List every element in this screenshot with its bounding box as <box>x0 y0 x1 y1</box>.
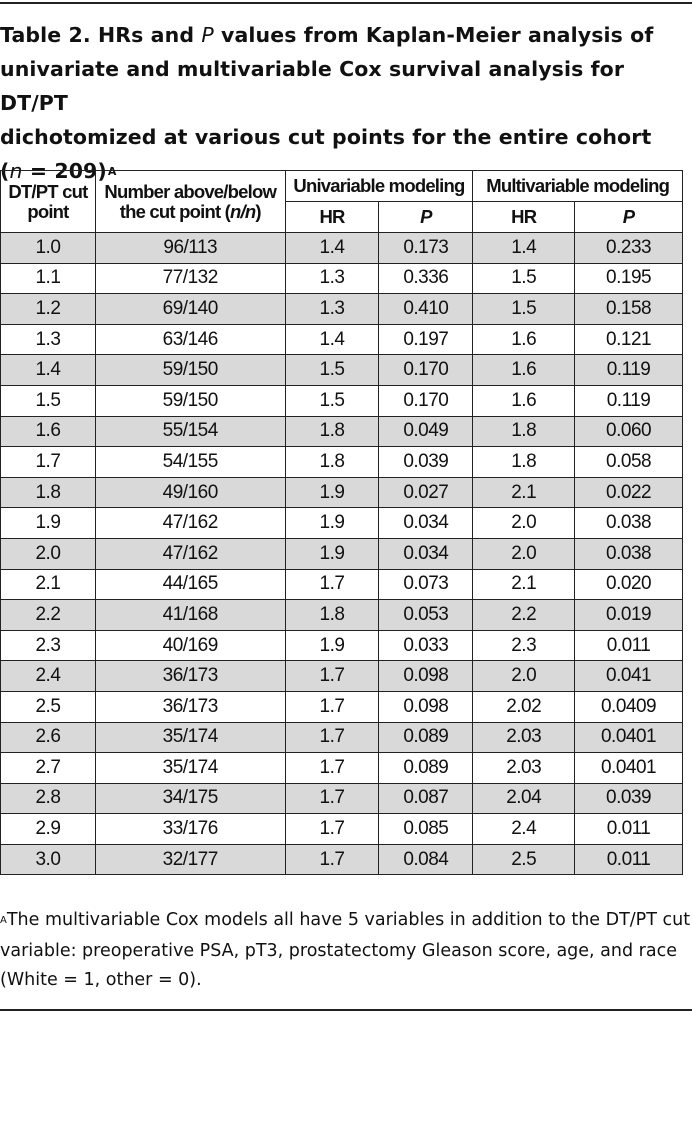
cut-point-cell: 1.3 <box>1 324 96 355</box>
number-cell: 49/160 <box>95 477 285 508</box>
univariable-hr-cell: 1.5 <box>285 355 379 386</box>
table-row <box>1 661 683 692</box>
table-row <box>1 691 683 722</box>
univariable-hr-cell: 1.8 <box>285 447 379 478</box>
multivariable-hr-cell: 1.5 <box>473 294 575 325</box>
table-row <box>1 600 683 631</box>
title-line-4: (n = 209)$^A$ <box>0 159 117 183</box>
univariable-p-cell: 0.033 <box>379 630 473 661</box>
multivariable-p-cell: 0.0409 <box>575 691 683 722</box>
number-cell: 35/174 <box>95 722 285 753</box>
number-cell: 33/176 <box>95 814 285 845</box>
univariable-p-cell: 0.053 <box>379 600 473 631</box>
cut-point-cell: 1.9 <box>1 508 96 539</box>
number-cell: 36/173 <box>95 691 285 722</box>
univariable-hr-cell: 1.7 <box>285 569 379 600</box>
table-row <box>1 385 683 416</box>
multivariable-p-cell: 0.039 <box>575 783 683 814</box>
number-cell: 34/175 <box>95 783 285 814</box>
title-line-3: dichotomized at various cut points for the entire cohort <box>0 125 652 149</box>
table-title <box>0 18 690 192</box>
multivariable-p-cell: 0.0401 <box>575 722 683 753</box>
number-cell: 40/169 <box>95 630 285 661</box>
multivariable-hr-cell: 1.5 <box>473 263 575 294</box>
cut-point-cell: 2.0 <box>1 538 96 569</box>
number-cell: 77/132 <box>95 263 285 294</box>
header-univariable: Univariable modeling <box>285 171 473 202</box>
number-cell: 36/173 <box>95 661 285 692</box>
multivariable-p-cell: 0.0401 <box>575 753 683 784</box>
multivariable-hr-cell: 2.0 <box>473 538 575 569</box>
number-cell: 44/165 <box>95 569 285 600</box>
univariable-hr-cell: 1.4 <box>285 324 379 355</box>
multivariable-p-cell: 0.195 <box>575 263 683 294</box>
multivariable-p-cell: 0.011 <box>575 814 683 845</box>
univariable-hr-cell: 1.9 <box>285 508 379 539</box>
univariable-p-cell: 0.173 <box>379 233 473 264</box>
multivariable-hr-cell: 2.4 <box>473 814 575 845</box>
multivariable-hr-cell: 2.03 <box>473 753 575 784</box>
univariable-p-cell: 0.049 <box>379 416 473 447</box>
number-cell: 41/168 <box>95 600 285 631</box>
multivariable-hr-cell: 2.03 <box>473 722 575 753</box>
cut-point-cell: 2.4 <box>1 661 96 692</box>
cut-point-cell: 1.5 <box>1 385 96 416</box>
table-row <box>1 477 683 508</box>
cut-point-cell: 2.3 <box>1 630 96 661</box>
header-number: Number above/below the cut point (n/n) <box>95 171 285 233</box>
multivariable-hr-cell: 2.1 <box>473 477 575 508</box>
cut-point-cell: 1.4 <box>1 355 96 386</box>
top-rule <box>0 2 692 4</box>
multivariable-hr-cell: 2.0 <box>473 508 575 539</box>
multivariable-p-cell: 0.119 <box>575 385 683 416</box>
multivariable-p-cell: 0.041 <box>575 661 683 692</box>
table-row <box>1 783 683 814</box>
number-cell: 35/174 <box>95 753 285 784</box>
header-univariable-p: P <box>379 202 473 233</box>
multivariable-p-cell: 0.058 <box>575 447 683 478</box>
table-row <box>1 538 683 569</box>
bottom-rule <box>0 1009 692 1011</box>
cut-point-cell: 3.0 <box>1 844 96 875</box>
multivariable-p-cell: 0.011 <box>575 844 683 875</box>
multivariable-hr-cell: 2.2 <box>473 600 575 631</box>
univariable-p-cell: 0.027 <box>379 477 473 508</box>
multivariable-p-cell: 0.158 <box>575 294 683 325</box>
univariable-hr-cell: 1.7 <box>285 753 379 784</box>
univariable-p-cell: 0.089 <box>379 753 473 784</box>
univariable-hr-cell: 1.8 <box>285 416 379 447</box>
multivariable-hr-cell: 1.8 <box>473 447 575 478</box>
cut-point-cell: 1.7 <box>1 447 96 478</box>
univariable-p-cell: 0.034 <box>379 538 473 569</box>
cut-point-cell: 2.7 <box>1 753 96 784</box>
table-row <box>1 630 683 661</box>
table-row <box>1 233 683 264</box>
cut-point-cell: 2.2 <box>1 600 96 631</box>
table-body <box>1 233 683 875</box>
multivariable-hr-cell: 1.6 <box>473 385 575 416</box>
cut-point-cell: 2.1 <box>1 569 96 600</box>
table-row <box>1 263 683 294</box>
number-cell: 54/155 <box>95 447 285 478</box>
univariable-p-cell: 0.098 <box>379 661 473 692</box>
number-cell: 55/154 <box>95 416 285 447</box>
results-table <box>0 170 683 875</box>
univariable-hr-cell: 1.4 <box>285 233 379 264</box>
header-multivariable-hr: HR <box>473 202 575 233</box>
univariable-p-cell: 0.039 <box>379 447 473 478</box>
multivariable-p-cell: 0.020 <box>575 569 683 600</box>
multivariable-p-cell: 0.233 <box>575 233 683 264</box>
univariable-hr-cell: 1.9 <box>285 630 379 661</box>
univariable-p-cell: 0.085 <box>379 814 473 845</box>
univariable-p-cell: 0.098 <box>379 691 473 722</box>
table-row <box>1 416 683 447</box>
multivariable-p-cell: 0.121 <box>575 324 683 355</box>
cut-point-cell: 1.6 <box>1 416 96 447</box>
cut-point-cell: 2.9 <box>1 814 96 845</box>
univariable-hr-cell: 1.9 <box>285 538 379 569</box>
cut-point-cell: 2.5 <box>1 691 96 722</box>
multivariable-hr-cell: 1.4 <box>473 233 575 264</box>
number-cell: 47/162 <box>95 538 285 569</box>
cut-point-cell: 2.8 <box>1 783 96 814</box>
multivariable-hr-cell: 2.02 <box>473 691 575 722</box>
multivariable-p-cell: 0.119 <box>575 355 683 386</box>
univariable-p-cell: 0.170 <box>379 385 473 416</box>
multivariable-p-cell: 0.022 <box>575 477 683 508</box>
table-row <box>1 569 683 600</box>
multivariable-hr-cell: 1.8 <box>473 416 575 447</box>
cut-point-cell: 1.1 <box>1 263 96 294</box>
multivariable-p-cell: 0.011 <box>575 630 683 661</box>
multivariable-hr-cell: 1.6 <box>473 355 575 386</box>
table-row <box>1 722 683 753</box>
header-univariable-hr: HR <box>285 202 379 233</box>
multivariable-p-cell: 0.060 <box>575 416 683 447</box>
univariable-p-cell: 0.034 <box>379 508 473 539</box>
number-cell: 59/150 <box>95 355 285 386</box>
multivariable-hr-cell: 1.6 <box>473 324 575 355</box>
univariable-hr-cell: 1.7 <box>285 661 379 692</box>
univariable-hr-cell: 1.7 <box>285 722 379 753</box>
univariable-p-cell: 0.089 <box>379 722 473 753</box>
univariable-p-cell: 0.084 <box>379 844 473 875</box>
table-row <box>1 324 683 355</box>
cut-point-cell: 1.0 <box>1 233 96 264</box>
header-cut-point: DT/PT cut point <box>1 171 96 233</box>
univariable-hr-cell: 1.7 <box>285 814 379 845</box>
univariable-hr-cell: 1.9 <box>285 477 379 508</box>
table-row <box>1 814 683 845</box>
number-cell: 59/150 <box>95 385 285 416</box>
table-row <box>1 753 683 784</box>
univariable-hr-cell: 1.7 <box>285 844 379 875</box>
univariable-hr-cell: 1.5 <box>285 385 379 416</box>
multivariable-p-cell: 0.019 <box>575 600 683 631</box>
header-multivariable: Multivariable modeling <box>473 171 683 202</box>
univariable-hr-cell: 1.7 <box>285 691 379 722</box>
univariable-hr-cell: 1.3 <box>285 263 379 294</box>
table-row <box>1 294 683 325</box>
title-line-2: univariate and multivariable Cox survival analysis for DT/PT <box>0 57 625 115</box>
univariable-hr-cell: 1.8 <box>285 600 379 631</box>
multivariable-p-cell: 0.038 <box>575 508 683 539</box>
table-row <box>1 844 683 875</box>
univariable-p-cell: 0.170 <box>379 355 473 386</box>
univariable-p-cell: 0.073 <box>379 569 473 600</box>
table-row <box>1 355 683 386</box>
multivariable-hr-cell: 2.1 <box>473 569 575 600</box>
multivariable-hr-cell: 2.5 <box>473 844 575 875</box>
cut-point-cell: 2.6 <box>1 722 96 753</box>
number-cell: 69/140 <box>95 294 285 325</box>
number-cell: 47/162 <box>95 508 285 539</box>
univariable-hr-cell: 1.3 <box>285 294 379 325</box>
multivariable-hr-cell: 2.04 <box>473 783 575 814</box>
number-cell: 32/177 <box>95 844 285 875</box>
univariable-hr-cell: 1.7 <box>285 783 379 814</box>
header-multivariable-p: P <box>575 202 683 233</box>
cut-point-cell: 1.8 <box>1 477 96 508</box>
univariable-p-cell: 0.410 <box>379 294 473 325</box>
number-cell: 63/146 <box>95 324 285 355</box>
univariable-p-cell: 0.087 <box>379 783 473 814</box>
table-row <box>1 508 683 539</box>
univariable-p-cell: 0.197 <box>379 324 473 355</box>
cut-point-cell: 1.2 <box>1 294 96 325</box>
multivariable-p-cell: 0.038 <box>575 538 683 569</box>
footnote: $^A$The multivariable Cox models all have 5 variables in addition to the DT/PT cut variable: preoperative PSA, pT3, prostatectomy Gleason score, age, and race (White = 1, other = 0). <box>0 910 691 990</box>
title-line-1: Table 2. HRs and P values from Kaplan-Meier analysis of <box>0 23 654 47</box>
univariable-p-cell: 0.336 <box>379 263 473 294</box>
multivariable-hr-cell: 2.0 <box>473 661 575 692</box>
table-row <box>1 447 683 478</box>
number-cell: 96/113 <box>95 233 285 264</box>
multivariable-hr-cell: 2.3 <box>473 630 575 661</box>
